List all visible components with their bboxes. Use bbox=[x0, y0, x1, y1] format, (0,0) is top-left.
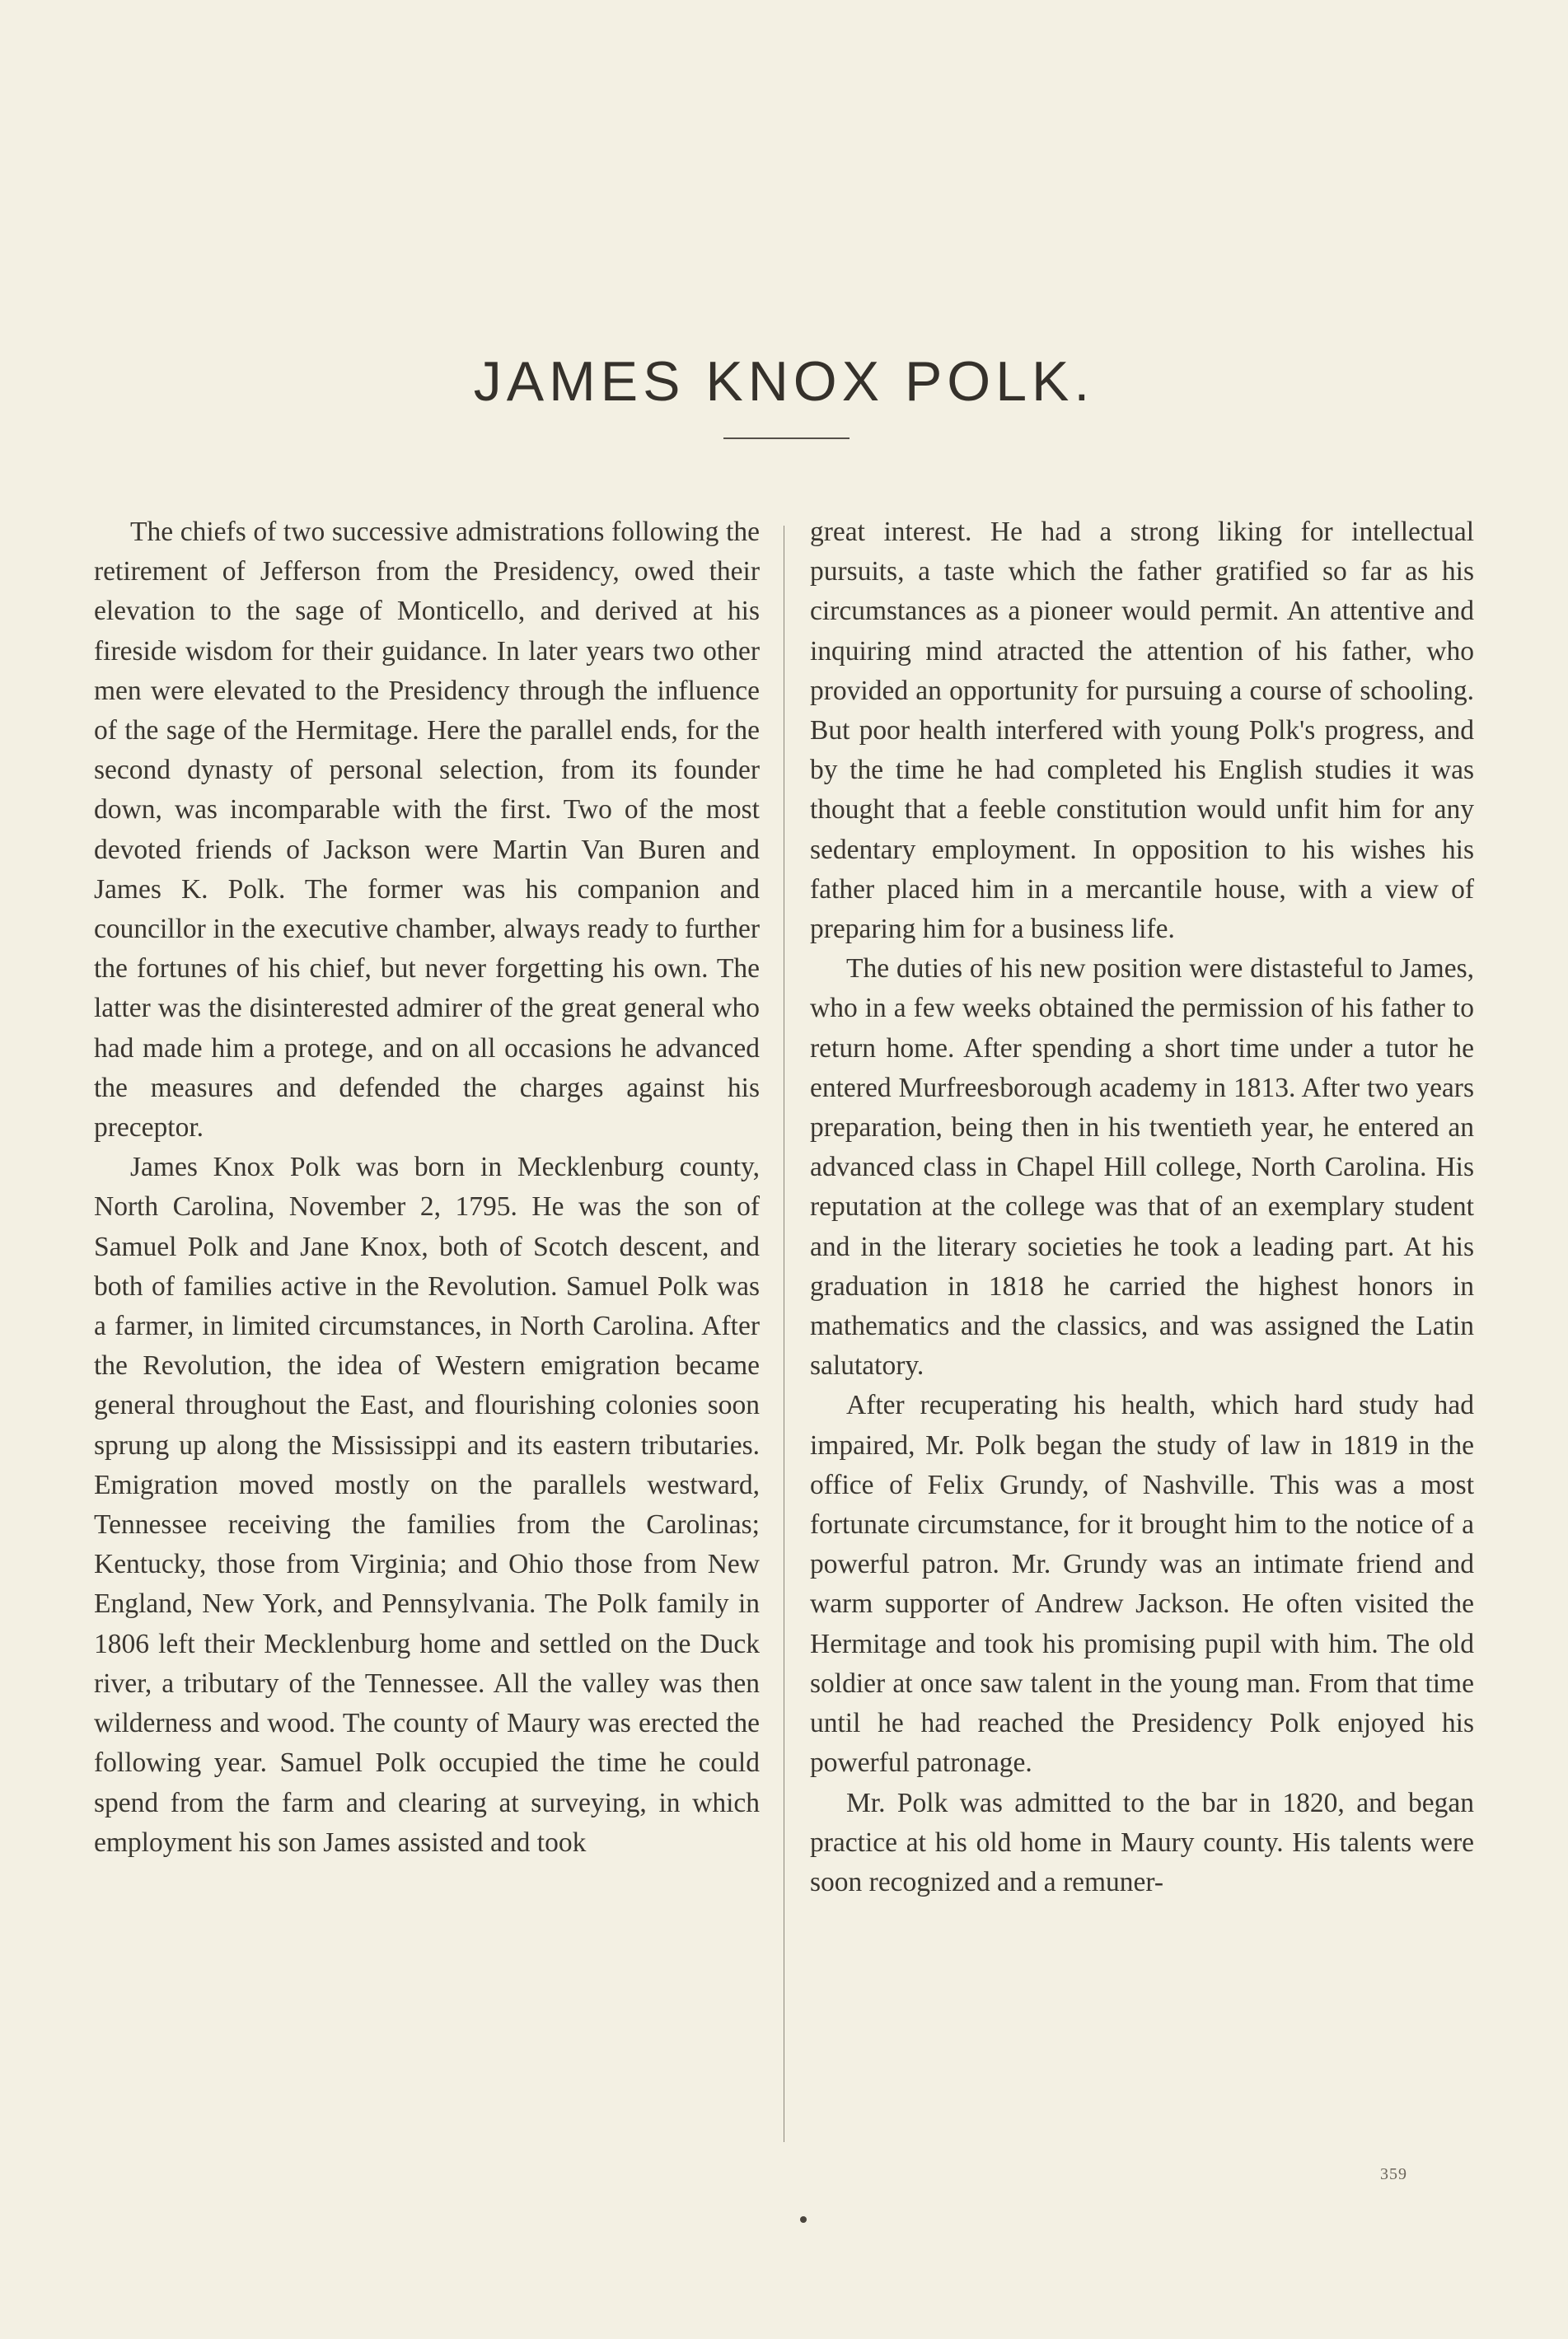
paragraph: After recuperating his health, which hard study had impaired, Mr. Polk began the study of law in 1819 in the office of Felix Grundy, of Nashville. This was a most fortunate circumstance, for it brought him to the notice of a powerful patron. Mr. Grundy was an intimate friend and warm supporter of Andrew Jackson. He often visited the Hermitage and took his promising pupil with him. The old soldier at once saw talent in the young man. From that time until he had reached the Presidency Polk enjoyed his powerful patronage. bbox=[810, 1390, 1474, 1779]
paragraph: The chiefs of two successive admistrations following the retirement of Jefferson from the Presidency, owed their elevation to the sage of Monticello, and derived at his fireside wisdom for their guidance. In later years two other men were elevated to the Presidency through the influence of the sage of the Hermitage. Here the parallel ends, for the second dynasty of personal selection, from its founder down, was incomparable with the first. Two of the most devoted friends of Jackson were Martin Van Buren and James K. Polk. The former was his companion and councillor in the executive chamber, always ready to further the fortunes of his chief, but never forgetting his own. The latter was the disinterested admirer of the great general who had made him a protege, and on all occasions he advanced the measures and defended the charges against his preceptor. bbox=[94, 517, 760, 1144]
title-rule bbox=[723, 437, 850, 439]
paragraph-continuation: great interest. He had a strong liking for intellectual pursuits, a taste which the father gratified so far as his circumstances as a pioneer would permit. An attentive and inquiring mind atracted the attention of his father, who provided an opportunity for pursuing a course of schooling. But poor health interfered with young Polk's progress, and by the time he had completed his English studies it was thought that a feeble constitution would unfit him for any sedentary employment. In opposition to his wishes his father placed him in a mercantile house, with a view of preparing him for a business life. bbox=[810, 517, 1474, 945]
ink-speck bbox=[800, 2216, 807, 2223]
paragraph: The duties of his new position were distasteful to James, who in a few weeks obtained the permission of his father to return home. After spending a short time under a tutor he entered Murfreesborough academy in 1813. After two years preparation, being then in his twentieth year, he entered an advanced class in Chapel Hill college, North Carolina. His reputation at the college was that of an exemplary student and in the literary societies he took a leading part. At his graduation in 1818 he carried the highest honors in mathematics and the classics, and was assigned the Latin salutatory. bbox=[810, 953, 1474, 1382]
right-column bbox=[810, 512, 1474, 1902]
paragraph: James Knox Polk was born in Mecklenburg county, North Carolina, November 2, 1795. He was the son of Samuel Polk and Jane Knox, both of Scotch descent, and both of families active in the Revolution. Samuel Polk was a farmer, in limited circumstances, in North Carolina. After the Revolution, the idea of Western emigration became general throughout the East, and flourishing colonies soon sprung up along the Mississippi and its eastern tributaries. Emigration moved mostly on the parallels westward, Tennessee receiving the families from the Carolinas; Kentucky, those from Virginia; and Ohio those from New England, New York, and Pennsylvania. The Polk family in 1806 left their Mecklenburg home and settled on the Duck river, a tributary of the Tennessee. All the valley was then wilderness and wood. The county of Maury was erected the following year. Samuel Polk occupied the time he could spend from the farm and clearing at surveying, in which employment his son James assisted and took bbox=[94, 1152, 760, 1858]
left-column bbox=[94, 512, 760, 1863]
paragraph: Mr. Polk was admitted to the bar in 1820, and began practice at his old home in Maury county. His talents were soon recognized and a remuner- bbox=[810, 1787, 1474, 1897]
page-title: JAMES KNOX POLK. bbox=[473, 349, 1095, 413]
page-number: 359 bbox=[1380, 2165, 1407, 2183]
